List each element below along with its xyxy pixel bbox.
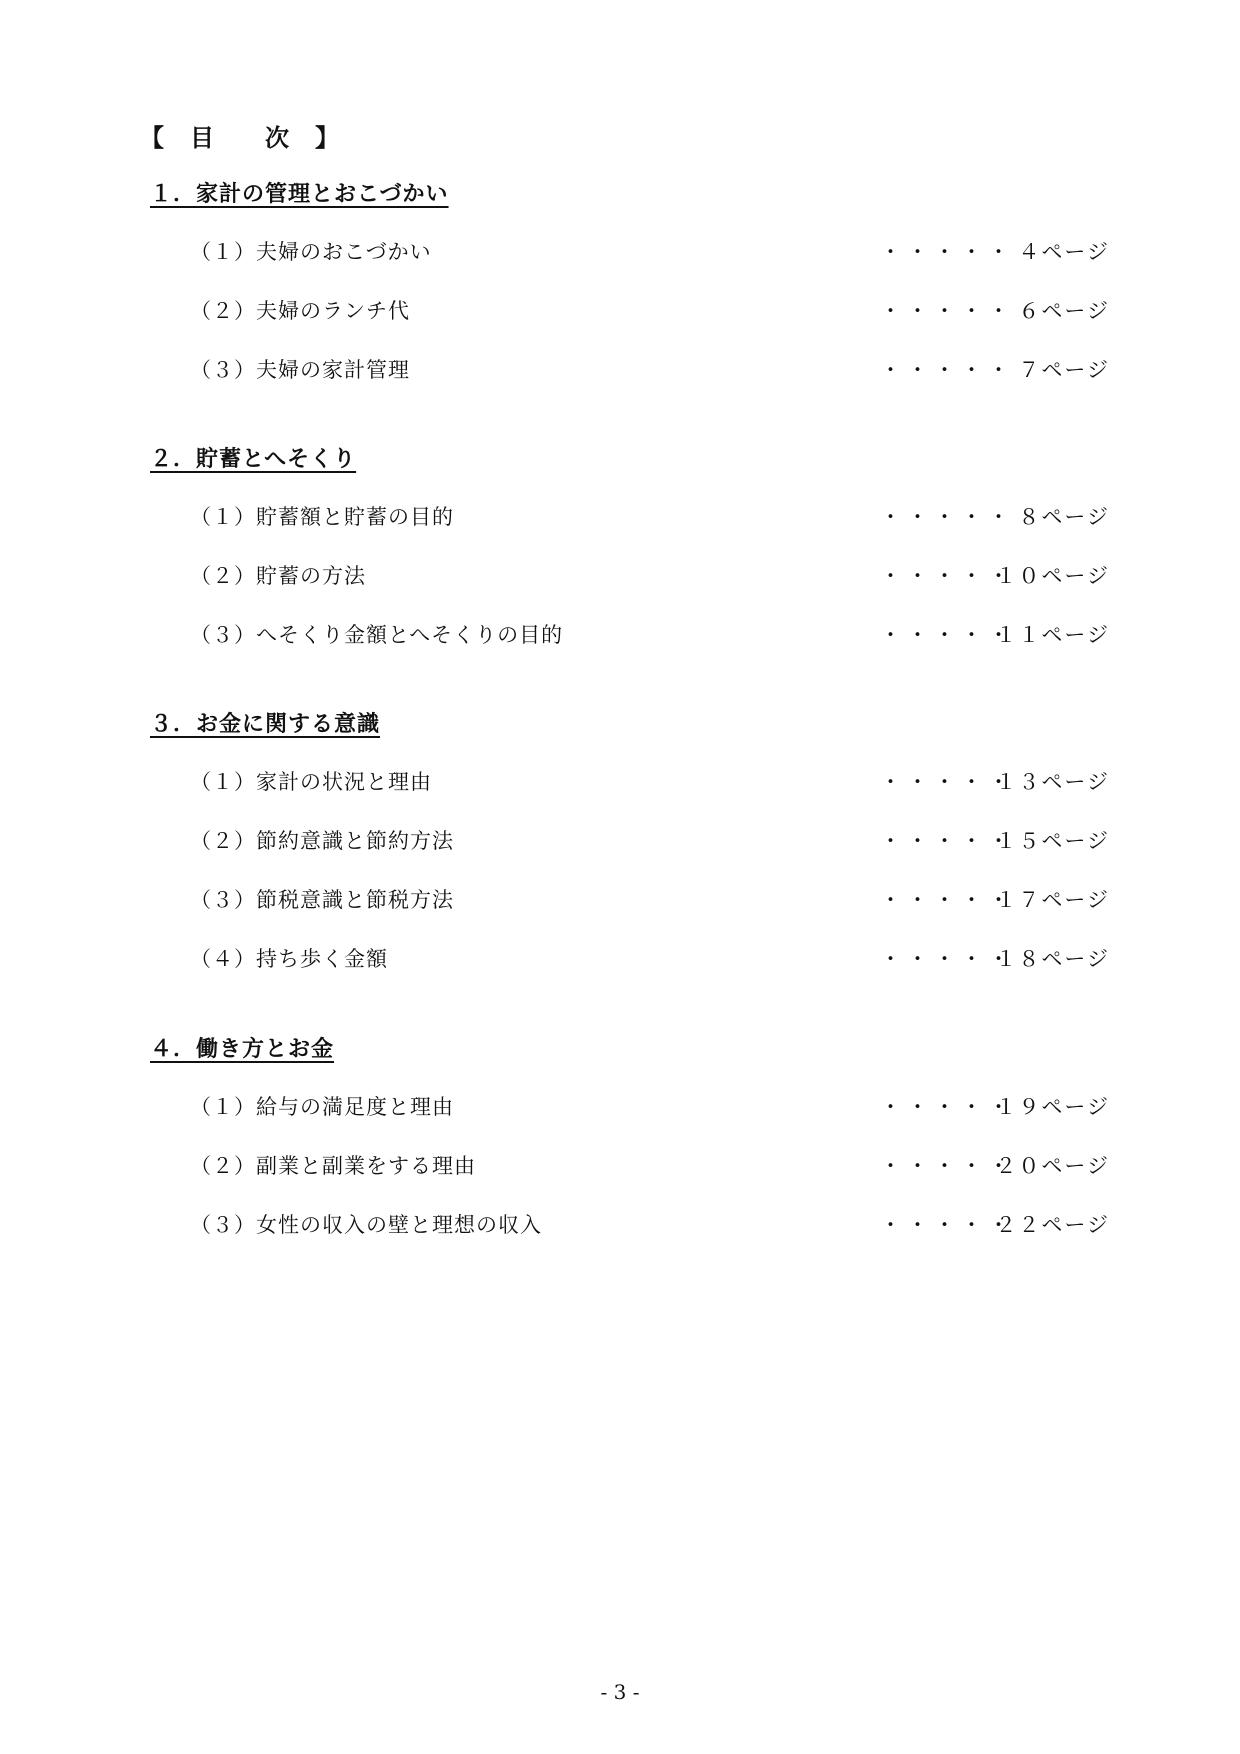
entry-label: （３）女性の収入の壁と理想の収入 xyxy=(190,1213,542,1237)
entry-label: （３）節税意識と節税方法 xyxy=(190,888,454,912)
entry-page-number: ６ページ xyxy=(995,299,1110,323)
entry-page-number: １７ページ xyxy=(995,888,1110,912)
entry-leader: ・・・・・ xyxy=(880,1095,1015,1119)
toc-entry xyxy=(150,501,1110,560)
entry-label: （４）持ち歩く金額 xyxy=(190,947,388,971)
entry-leader: ・・・・・ xyxy=(880,564,1015,588)
entry-leader: ・・・・・ xyxy=(880,299,1015,323)
entry-page-number: ４ページ xyxy=(995,240,1110,264)
section-heading: ４．働き方とお金 xyxy=(150,1037,335,1062)
entry-leader: ・・・・・ xyxy=(880,505,1015,529)
toc-entry xyxy=(150,354,1110,413)
entry-page-number: １８ページ xyxy=(995,947,1110,971)
entry-page-number: ８ページ xyxy=(995,505,1110,529)
toc-entry xyxy=(150,884,1110,943)
entry-label: （３）夫婦の家計管理 xyxy=(190,358,410,382)
toc-entry xyxy=(150,560,1110,619)
entry-leader: ・・・・・ xyxy=(880,358,1015,382)
entry-leader: ・・・・・ xyxy=(880,770,1015,794)
entry-label: （２）貯蓄の方法 xyxy=(190,564,366,588)
section-heading: ３．お金に関する意識 xyxy=(150,712,381,737)
entry-page-number: １５ページ xyxy=(995,829,1110,853)
entry-label: （３）へそくり金額とへそくりの目的 xyxy=(190,623,564,647)
toc-entry xyxy=(150,943,1110,1002)
section-entries xyxy=(150,501,1110,678)
entry-label: （１）夫婦のおこづかい xyxy=(190,240,432,264)
toc-section-3 xyxy=(150,708,1110,1002)
toc-section-2 xyxy=(150,443,1110,678)
entry-label: （２）夫婦のランチ代 xyxy=(190,299,410,323)
section-heading: １．家計の管理とおこづかい xyxy=(150,182,449,207)
entry-page-number: １１ページ xyxy=(995,623,1110,647)
section-entries xyxy=(150,236,1110,413)
entry-leader: ・・・・・ xyxy=(880,240,1015,264)
entry-label: （２）節約意識と節約方法 xyxy=(190,829,454,853)
entry-label: （１）給与の満足度と理由 xyxy=(190,1095,454,1119)
page-number-footer: - 3 - xyxy=(600,1680,640,1704)
toc-entry xyxy=(150,1091,1110,1150)
toc-title: 【 目 次 】 xyxy=(140,124,340,152)
entry-leader: ・・・・・ xyxy=(880,623,1015,647)
section-heading: ２．貯蓄とへそくり xyxy=(150,447,357,472)
entry-leader: ・・・・・ xyxy=(880,829,1015,853)
entry-leader: ・・・・・ xyxy=(880,888,1015,912)
toc-entry xyxy=(150,236,1110,295)
toc-entry xyxy=(150,825,1110,884)
entry-leader: ・・・・・ xyxy=(880,947,1015,971)
entry-label: （１）貯蓄額と貯蓄の目的 xyxy=(190,505,454,529)
entry-leader: ・・・・・ xyxy=(880,1213,1015,1237)
entry-page-number: １９ページ xyxy=(995,1095,1110,1119)
toc-section-4 xyxy=(150,1033,1110,1268)
entry-page-number: ２０ページ xyxy=(995,1154,1110,1178)
entry-leader: ・・・・・ xyxy=(880,1154,1015,1178)
entry-page-number: １０ページ xyxy=(995,564,1110,588)
section-entries xyxy=(150,766,1110,1002)
entry-label: （２）副業と副業をする理由 xyxy=(190,1154,476,1178)
entry-label: （１）家計の状況と理由 xyxy=(190,770,432,794)
toc-entry xyxy=(150,1150,1110,1209)
toc-entry xyxy=(150,295,1110,354)
toc-entry xyxy=(150,1209,1110,1268)
entry-page-number: ２２ページ xyxy=(995,1213,1110,1237)
section-entries xyxy=(150,1091,1110,1268)
toc-entry xyxy=(150,619,1110,678)
entry-page-number: １３ページ xyxy=(995,770,1110,794)
toc-entry xyxy=(150,766,1110,825)
toc-section-1 xyxy=(150,178,1110,413)
entry-page-number: ７ページ xyxy=(995,358,1110,382)
